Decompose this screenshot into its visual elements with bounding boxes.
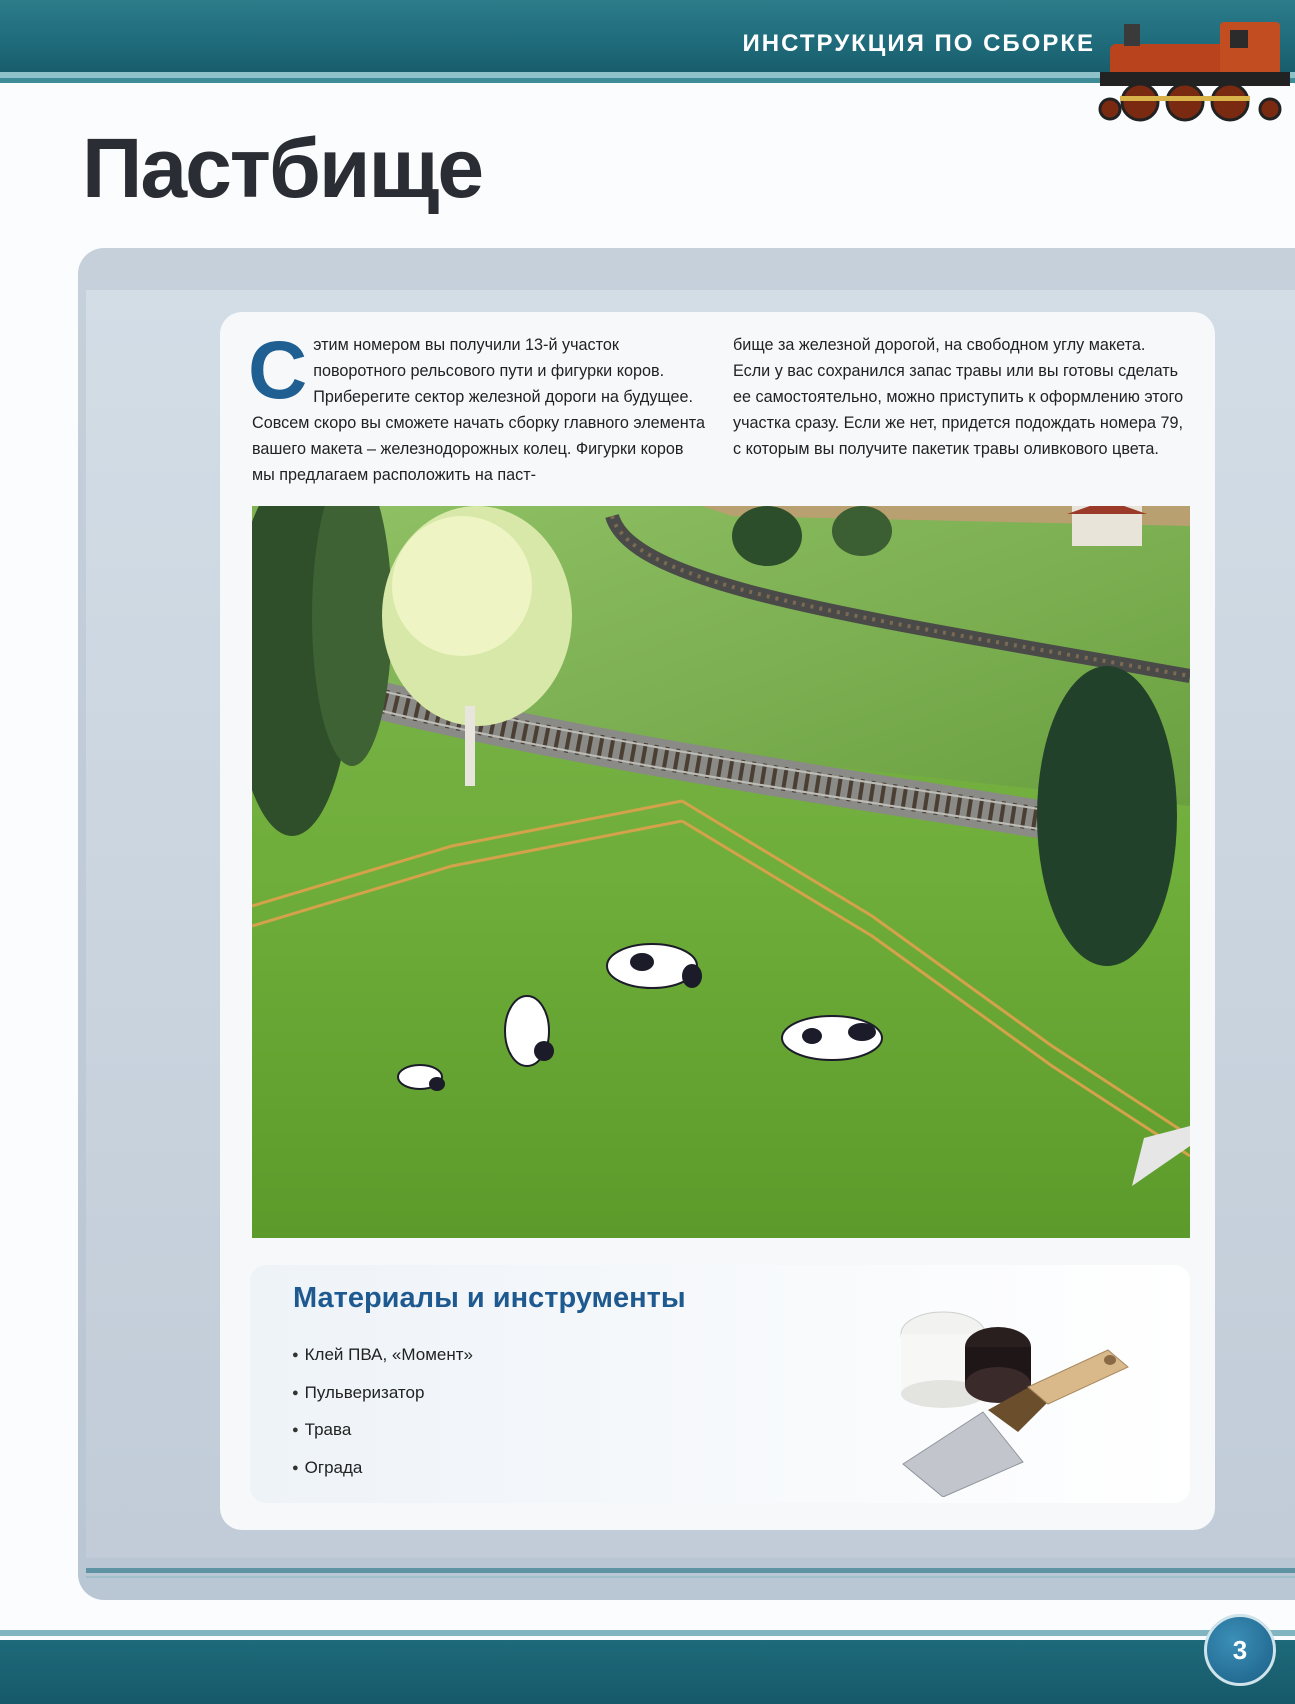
pasture-photo (252, 506, 1190, 1238)
page-number: 3 (1204, 1614, 1276, 1686)
tools-illustration (878, 1272, 1168, 1497)
page-title: Пастбище (82, 121, 483, 215)
list-item: ● Ограда (292, 1458, 473, 1496)
list-item: ● Пульверизатор (292, 1383, 473, 1421)
footer-stripe (0, 1630, 1295, 1636)
locomotive-illustration (1080, 14, 1295, 124)
footer-rule (86, 1576, 1295, 1578)
intro-text-1: этим номером вы получили 13-й участок поворотного рельсового пути и фигурки коров. Приберегите сектор железной дороги на будущее. Совсем скоро вы сможете начать сборку главного элемента вашего макета – железнодорожных колец. Фигурки коров мы предлагаем расположить на паст- (252, 336, 705, 484)
intro-column-1 (248, 325, 708, 488)
intro-column-2: бище за железной дорогой, на свободном углу макета. Если у вас сохранился запас травы или вы готовы сделать ее самостоятельно, можно приступить к оформлению этого участка сразу. Если же нет, придется подождать номера 79, с которым вы получите пакетик травы оливкового цвета. (733, 336, 1184, 458)
materials-list (292, 1345, 473, 1495)
footer-band (0, 1640, 1295, 1704)
list-item: ● Трава (292, 1420, 473, 1458)
dropcap: С (248, 325, 308, 416)
footer-rule (86, 1568, 1295, 1573)
materials-title: Материалы и инструменты (293, 1282, 686, 1314)
section-title: ИНСТРУКЦИЯ ПО СБОРКЕ (742, 30, 1095, 57)
list-item: ● Клей ПВА, «Момент» (292, 1345, 473, 1383)
